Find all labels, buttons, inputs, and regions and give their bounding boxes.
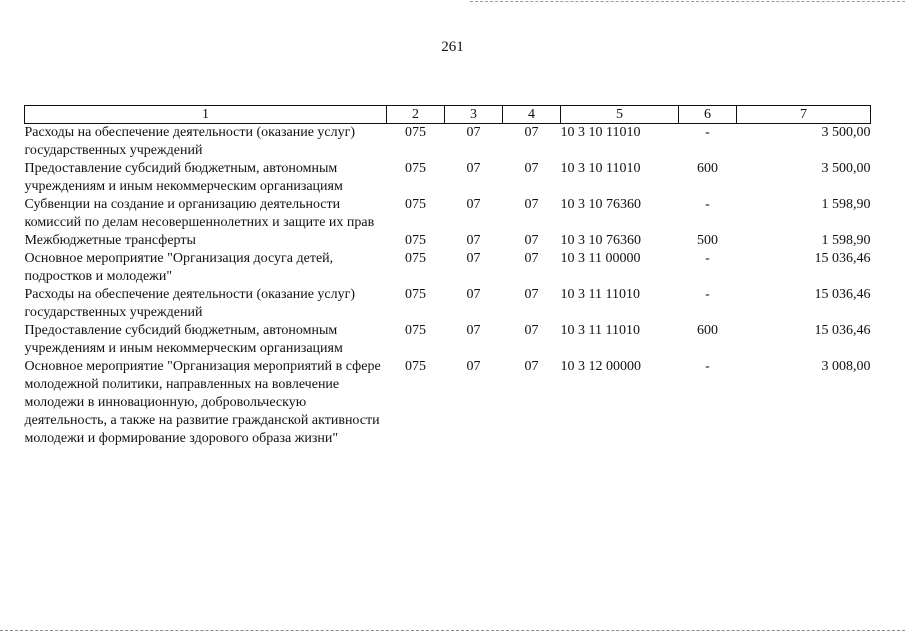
row-target-article: 10 3 10 11010 (560, 161, 641, 176)
row-target-article: 10 3 10 76360 (560, 197, 641, 212)
scan-artifact-bottom (0, 630, 905, 631)
row-section: 07 (466, 323, 481, 338)
table-row (25, 124, 871, 161)
row-amount: 1 598,90 (821, 233, 871, 248)
row-section: 07 (466, 197, 481, 212)
row-target-article: 10 3 12 00000 (560, 359, 641, 374)
table-row (25, 250, 871, 286)
column-header-1: 1 (25, 106, 387, 124)
row-name: Предоставление субсидий бюджетным, автономным учреждениям и иным некоммерческим организациям (24, 161, 343, 194)
row-expense-type: - (705, 251, 710, 266)
row-expense-type: - (705, 125, 710, 140)
row-target-article: 10 3 10 11010 (560, 125, 641, 140)
column-number-row (25, 106, 871, 124)
row-section: 07 (466, 233, 481, 248)
column-header-6: 6 (679, 106, 737, 124)
row-amount: 15 036,46 (814, 251, 871, 266)
row-expense-type: - (705, 287, 710, 302)
row-name: Межбюджетные трансферты (24, 233, 196, 248)
row-ministry-code: 075 (405, 125, 426, 140)
row-subsection: 07 (524, 287, 539, 302)
row-ministry-code: 075 (405, 161, 426, 176)
row-ministry-code: 075 (405, 359, 426, 374)
row-name: Основное мероприятие "Организация досуга детей, подростков и молодежи" (24, 251, 334, 284)
row-name: Субвенции на создание и организацию деятельности комиссий по делам несовершеннолетних и защите их прав (24, 197, 375, 230)
column-header-3: 3 (445, 106, 503, 124)
budget-table (24, 105, 871, 448)
row-amount: 3 500,00 (821, 161, 871, 176)
table-row (25, 232, 871, 250)
row-ministry-code: 075 (405, 233, 426, 248)
column-header-7: 7 (737, 106, 871, 124)
column-header-2: 2 (387, 106, 445, 124)
row-target-article: 10 3 11 11010 (560, 287, 640, 302)
row-subsection: 07 (524, 125, 539, 140)
row-subsection: 07 (524, 359, 539, 374)
row-expense-type: 500 (697, 233, 718, 248)
table-row (25, 196, 871, 232)
column-header-5: 5 (561, 106, 679, 124)
row-section: 07 (466, 359, 481, 374)
row-subsection: 07 (524, 233, 539, 248)
table-row (25, 322, 871, 358)
row-amount: 3 500,00 (821, 125, 871, 140)
scan-artifact-top (470, 1, 905, 2)
row-target-article: 10 3 11 00000 (560, 251, 641, 266)
row-name: Предоставление субсидий бюджетным, автономным учреждениям и иным некоммерческим организациям (24, 323, 343, 356)
table-row (25, 358, 871, 448)
row-name: Расходы на обеспечение деятельности (оказание услуг) государственных учреждений (24, 125, 356, 158)
row-subsection: 07 (524, 161, 539, 176)
table-row (25, 286, 871, 322)
page-number: 261 (441, 39, 464, 55)
row-subsection: 07 (524, 251, 539, 266)
row-ministry-code: 075 (405, 323, 426, 338)
row-target-article: 10 3 10 76360 (560, 233, 641, 248)
row-amount: 15 036,46 (814, 287, 871, 302)
column-header-4: 4 (503, 106, 561, 124)
row-ministry-code: 075 (405, 197, 426, 212)
row-expense-type: 600 (697, 323, 718, 338)
row-section: 07 (466, 287, 481, 302)
row-subsection: 07 (524, 323, 539, 338)
row-name: Расходы на обеспечение деятельности (оказание услуг) государственных учреждений (24, 287, 356, 320)
table-row (25, 160, 871, 196)
row-expense-type: - (705, 359, 710, 374)
row-subsection: 07 (524, 197, 539, 212)
row-amount: 3 008,00 (821, 359, 871, 374)
row-ministry-code: 075 (405, 251, 426, 266)
row-expense-type: 600 (697, 161, 718, 176)
row-amount: 15 036,46 (814, 323, 871, 338)
row-name: Основное мероприятие "Организация мероприятий в сфере молодежной политики, направленных на вовлечение молодежи в инновационную, добровольческую деятельность, а также на развитие гражданской активности молодежи и формирование здорового образа жизни" (24, 359, 381, 446)
row-expense-type: - (705, 197, 710, 212)
row-ministry-code: 075 (405, 287, 426, 302)
row-target-article: 10 3 11 11010 (560, 323, 640, 338)
row-section: 07 (466, 125, 481, 140)
row-amount: 1 598,90 (821, 197, 871, 212)
row-section: 07 (466, 161, 481, 176)
row-section: 07 (466, 251, 481, 266)
